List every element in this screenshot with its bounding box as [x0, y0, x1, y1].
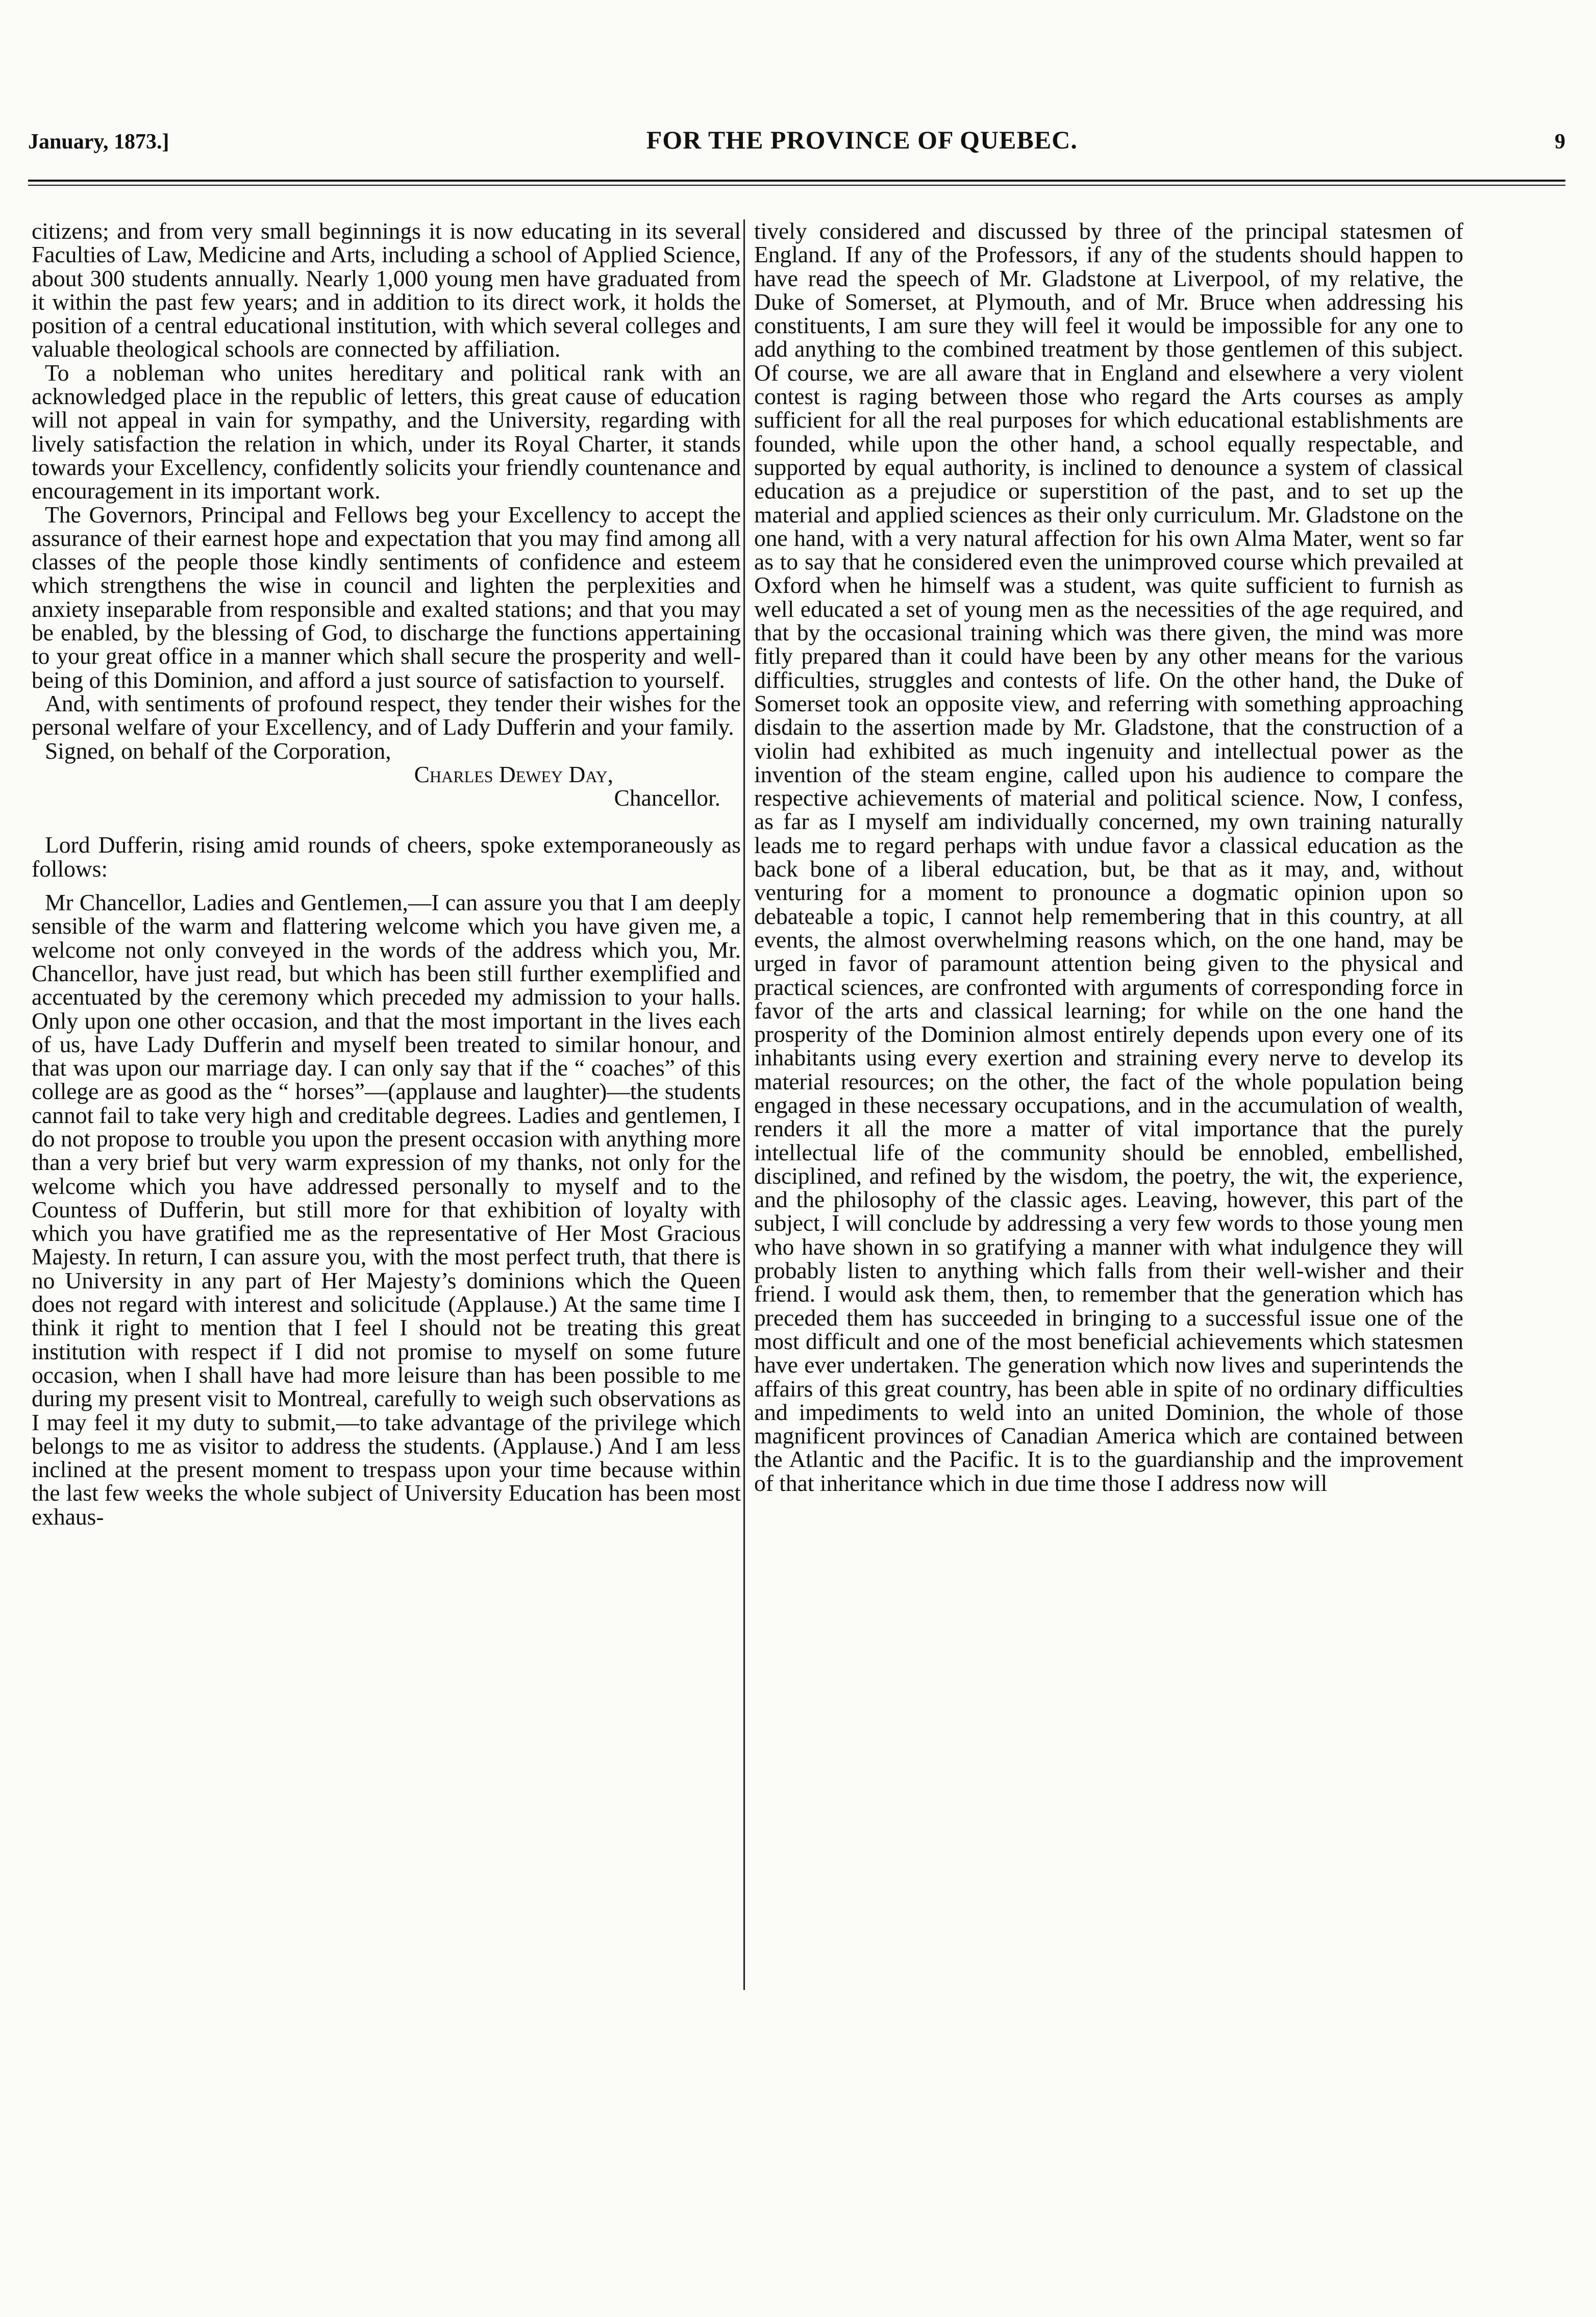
column-divider [743, 219, 745, 1990]
left-column [32, 219, 741, 1529]
paragraph: citizens; and from very small beginnings it is now educating in its several Faculties of Law, Medicine and Arts, including a school of Applied Science, about 300 students annually. Nearly 1,000 young men have graduated from it within the past few years; and in addition to its direct work, it holds the position of a central educational institution, with which several colleges and valuable theological schools are connected by affiliation. [32, 218, 741, 362]
page-number: 9 [1554, 130, 1565, 154]
header-date: January, 1873.] [28, 130, 169, 154]
running-header [28, 125, 1565, 171]
paragraph: Lord Dufferin, rising amid rounds of cheers, spoke extemporaneously as follows: [32, 832, 741, 882]
paragraph: Signed, on behalf of the Corporation, [45, 737, 391, 764]
header-title: FOR THE PROVINCE OF QUEBEC. [646, 126, 1078, 154]
paragraph: Mr Chancellor, Ladies and Gentlemen,—I can assure you that I am deeply sensible of the warm and flattering welcome which you have given me, a welcome not only conveyed in the words of the address which you, Mr. Chancellor, have just read, but which has been still further exemplified and accentuated by the ceremony which preceded my admission to your halls. Only upon one other occasion, and that the most important in the lives each of us, have Lady Dufferin and myself been treated to similar honour, and that was upon our marriage day. I can only say that if the “ coaches” of this college are as good as the “ horses”—(applause and laughter)—the students cannot fail to take very high and creditable degrees. Ladies and gentlemen, I do not propose to trouble you upon the present occasion with anything more than a very brief but very warm expression of my thanks, not only for the welcome which you have addressed personally to myself and to the Countess of Dufferin, but still more for that exhibition of loyalty with which you have gratified me as the representative of Her Most Gracious Majesty. In return, I can assure you, with the most perfect truth, that there is no University in any part of Her Majesty’s dominions which the Queen does not regard with interest and solicitude (Applause.) At the same time I think it right to mention that I feel I should not be treating this great institution with respect if I did not promise to myself on some future occasion, when I shall have had more leisure than has been possible to me during my present visit to Montreal, carefully to weigh such observations as I may feel it my duty to submit,—to take advantage of the privilege which belongs to me as visitor to address the students. (Applause.) And I am less inclined at the present moment to trespass upon your time because within the last few weeks the whole subject of University Education has been most exhaus- [32, 889, 741, 1530]
paragraph: To a nobleman who unites hereditary and political rank with an acknowledged place in the republic of letters, this great cause of education will not appeal in vain for sympathy, and the University, regarding with lively satisfaction the relation in which, under its Royal Charter, it stands towards your Excellency, confidently solicits your friendly countenance and encouragement in its important work. [32, 359, 741, 504]
signature-title: Chancellor. [614, 785, 720, 811]
paragraph: The Governors, Principal and Fellows beg your Excellency to accept the assurance of their earnest hope and expectation that you may find among all classes of the people those kindly sentiments of confidence and esteem which strengthens the wise in council and lighten the perplexities and anxiety inseparable from responsible and exalted stations; and that you may be enabled, by the blessing of God, to discharge the functions appertaining to your great office in a manner which shall secure the prosperity and well-being of this Dominion, and afford a just source of satisfaction to yourself. [32, 501, 741, 693]
header-rule-thick [28, 180, 1565, 182]
right-column [754, 219, 1463, 1495]
signature-name: Charles Dewey Day, [414, 761, 613, 787]
paragraph: tively considered and discussed by three of the principal statesmen of England. If any of the Professors, if any of the students should happen to have read the speech of Mr. Gladstone at Liverpool, of my relative, the Duke of Somerset, at Plymouth, and of Mr. Bruce when addressing his constituents, I am sure they will feel it would be impossible for any one to add anything to the combined treatment by those gentlemen of this subject. Of course, we are all aware that in England and elsewhere a very violent contest is raging between those who regard the Arts courses as amply sufficient for all the real purposes for which educational establishments are founded, while upon the other hand, a school equally respectable, and supported by equal authority, is inclined to denounce a system of classical education as a prejudice or superstition of the past, and to set up the material and applied sciences as their only curriculum. Mr. Gladstone on the one hand, with a very natural affection for his own Alma Mater, went so far as to say that he considered even the unimproved course which prevailed at Oxford when he himself was a student, was quite sufficient to furnish as well educated a set of young men as the necessities of the age required, and that by the occasional training which was there given, the mind was more fitly prepared than it could have been by any other means for the various difficulties, struggles and contests of life. On the other hand, the Duke of Somerset took an opposite view, and referring with something approaching disdain to the assertion made by Mr. Gladstone, that the construction of a violin had exhibited as much ingenuity and intellectual power as the invention of the steam engine, called upon his audience to compare the respective achievements of material and political science. Now, I confess, as far as I myself am individually concerned, my own training naturally leads me to regard perhaps with undue favor a classical education as the back bone of a liberal education, but, be that as it may, and, without venturing for a moment to pronounce a dogmatic opinion upon so debateable a topic, I cannot help remembering that in this country, at all events, the almost overwhelming reasons which, on the one hand, may be urged in favor of paramount attention being given to the physical and practical sciences, are confronted with arguments of corresponding force in favor of the arts and classical learning; for while on the one hand the prosperity of the Dominion almost entirely depends upon every one of its inhabitants using every exertion and straining every nerve to develop its material resources; on the other, the fact of the whole population being engaged in these necessary occupations, and in the accumulation of wealth, renders it all the more a matter of vital importance that the purely intellectual life of the community should be ennobled, embellished, disciplined, and refined by the wisdom, the poetry, the wit, the experience, and the philosophy of the classic ages. Leaving, however, this part of the subject, I will conclude by addressing a very few words to those young men who have shown in so gratifying a manner with what indulgence they will probably listen to anything which falls from their well-wisher and their friend. I would ask them, then, to remember that the generation which has preceded them has succeeded in bringing to a successful issue one of the most difficult and one of the most beneficial achievements which statesmen have ever undertaken. The generation which now lives and superintends the affairs of this great country, has been able in spite of no ordinary difficulties and impediments to weld into an united Dominion, the whole of those magnificent provinces of Canadian America which are contained between the Atlantic and the Pacific. It is to the guardianship and the improvement of that inheritance which in due time those I address now will [754, 218, 1463, 1496]
paragraph: And, with sentiments of profound respect, they tender their wishes for the personal welfare of your Excellency, and of Lady Dufferin and your family. [32, 690, 741, 740]
header-rule-thin [28, 185, 1565, 186]
